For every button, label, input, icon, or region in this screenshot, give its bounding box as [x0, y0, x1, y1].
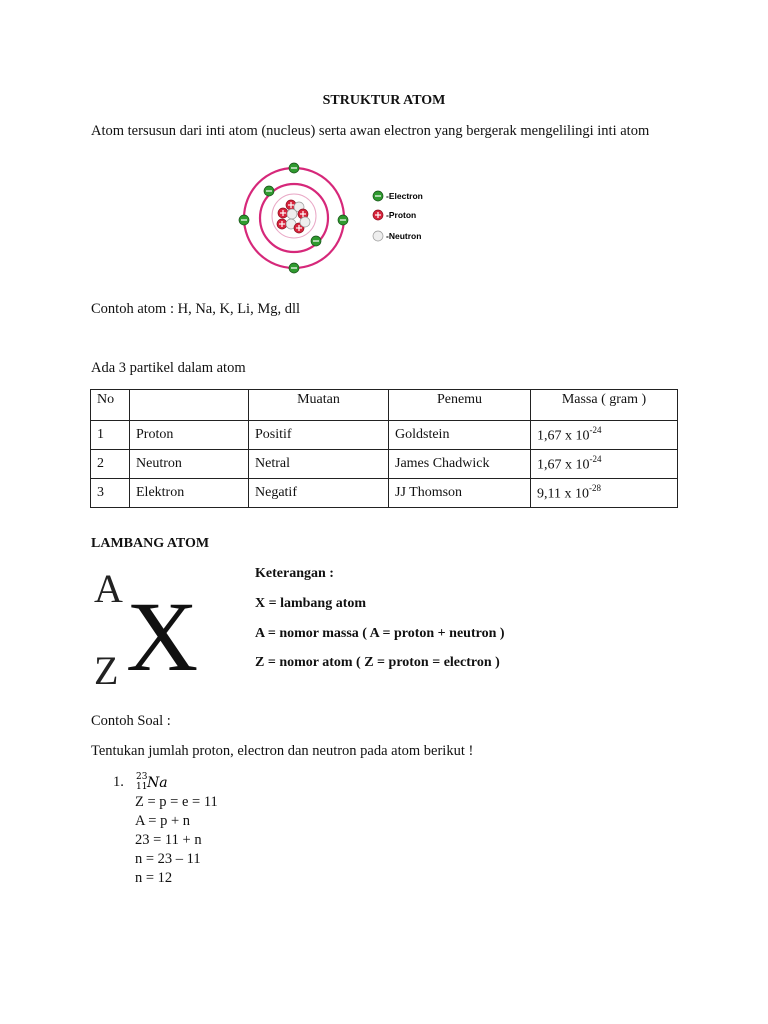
keterangan-heading: Keterangan : — [255, 566, 334, 581]
intro-paragraph: Atom tersusun dari inti atom (nucleus) serta awan electron yang bergerak mengelilingi inti atom — [91, 123, 650, 139]
solution-step: n = 12 — [135, 870, 173, 886]
table-row — [91, 450, 678, 479]
contoh-soal-heading: Contoh Soal : — [91, 713, 171, 729]
example-atoms: Contoh atom : H, Na, K, Li, Mg, dll — [91, 301, 301, 317]
table-row — [91, 479, 678, 508]
lambang-heading: LAMBANG ATOM — [91, 536, 210, 551]
table-row — [91, 421, 678, 450]
header-discoverer: Penemu — [389, 390, 531, 421]
keterangan-z: Z = nomor atom ( Z = proton = electron ) — [255, 655, 500, 670]
list-number: 1. — [113, 774, 124, 790]
header-mass: Massa ( gram ) — [531, 390, 678, 421]
nuclide-symbol: Na — [147, 775, 168, 791]
cell-particle: Elektron — [130, 479, 249, 508]
keterangan-x: X = lambang atom — [255, 596, 367, 611]
particles-table — [90, 389, 678, 508]
solution-step: Z = p = e = 11 — [135, 794, 218, 810]
symbol-atomic-number: Z — [94, 648, 119, 691]
atom-symbol-figure — [90, 566, 210, 691]
solution-step: 23 = 11 + n — [135, 832, 202, 848]
keterangan-a: A = nomor massa ( A = proton + neutron ) — [255, 626, 505, 641]
legend-electron-label: -Electron — [386, 191, 423, 201]
header-charge: Muatan — [249, 390, 389, 421]
legend-proton-label: -Proton — [386, 210, 417, 220]
header-particle — [130, 390, 249, 421]
header-no: No — [91, 390, 130, 421]
nuclide-mass: 23 — [136, 772, 148, 782]
nuclide-atomic: 11 — [136, 782, 148, 792]
cell-mass: 1,67 x $10^{-24}$ — [531, 450, 678, 479]
cell-discoverer: James Chadwick — [389, 450, 531, 479]
legend-neutron-swatch — [373, 231, 383, 241]
symbol-element: X — [126, 581, 199, 691]
page-title: STRUKTUR ATOM — [322, 93, 446, 108]
cell-no: 1 — [91, 421, 130, 450]
particles-intro: Ada 3 partikel dalam atom — [91, 360, 246, 376]
nuclide-notation — [135, 770, 175, 792]
table-header-row — [91, 390, 678, 421]
atom-diagram — [236, 158, 436, 278]
solution-step: A = p + n — [135, 813, 191, 829]
cell-particle: Neutron — [130, 450, 249, 479]
cell-discoverer: Goldstein — [389, 421, 531, 450]
symbol-mass-number: A — [94, 566, 123, 611]
cell-mass: 1,67 x $10^{-24}$ — [531, 421, 678, 450]
nucleus-neutron — [300, 217, 310, 227]
legend-neutron-label: -Neutron — [386, 231, 422, 241]
question-text: Tentukan jumlah proton, electron dan neutron pada atom berikut ! — [91, 743, 474, 759]
cell-discoverer: JJ Thomson — [389, 479, 531, 508]
cell-particle: Proton — [130, 421, 249, 450]
cell-no: 2 — [91, 450, 130, 479]
cell-charge: Netral — [249, 450, 389, 479]
cell-charge: Negatif — [249, 479, 389, 508]
cell-mass: 9,11 x $10^{-28}$ — [531, 479, 678, 508]
nucleus-neutron — [287, 209, 297, 219]
cell-no: 3 — [91, 479, 130, 508]
cell-charge: Positif — [249, 421, 389, 450]
solution-step: n = 23 – 11 — [135, 851, 201, 867]
